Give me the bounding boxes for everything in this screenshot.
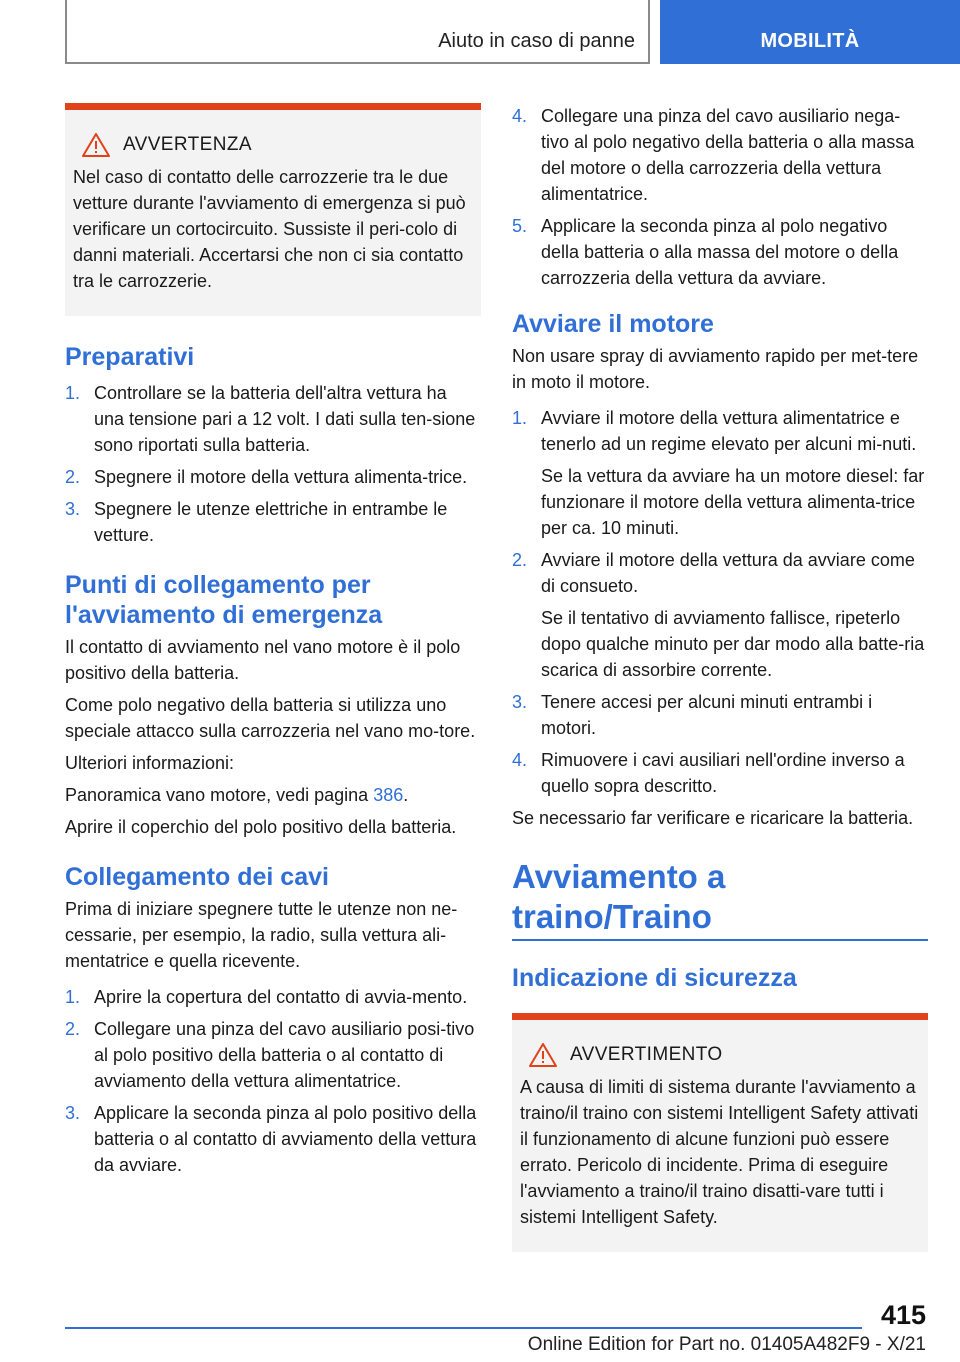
warning-title: AVVERTENZA (123, 134, 252, 155)
step-number: 3. (512, 692, 528, 712)
step-number: 1. (65, 987, 81, 1007)
step-text: Avviare il motore della vettura da avviare come di consueto. (541, 550, 915, 596)
warning-box (512, 1013, 928, 1252)
header-chapter-tab[interactable]: MOBILITÀ (660, 0, 960, 64)
step-number: 3. (65, 1103, 81, 1123)
step-text: Spegnere le utenze elettriche in entrambe le vetture. (94, 499, 448, 545)
list-item (65, 380, 481, 458)
collegamento-steps-continued (512, 103, 928, 291)
list-item (512, 747, 928, 799)
left-column (65, 103, 481, 1184)
paragraph-with-link (65, 782, 481, 808)
header-section-title: Aiuto in caso di panne (438, 30, 635, 52)
section-heading-preparativi: Preparativi (65, 343, 195, 371)
footer-edition: Online Edition for Part no. 01405A482F9 - X/21 (527, 1334, 926, 1355)
warning-box (65, 103, 481, 316)
page-reference-link[interactable]: 386 (373, 785, 404, 805)
link-prefix: Panoramica vano motore, vedi pagina (65, 785, 374, 805)
step-number: 5. (512, 216, 528, 236)
step-text: Applicare la seconda pinza al polo positivo della batteria o al contatto di avviamento della vettura da avviare. (94, 1103, 477, 1175)
step-text: Tenere accesi per alcuni minuti entrambi i motori. (541, 692, 873, 738)
step-subtext: Se il tentativo di avviamento fallisce, ripeterlo dopo qualche minuto per dar modo alla batte-ria scarica di assorbire corrente. (541, 608, 925, 680)
list-item (512, 213, 928, 291)
step-text: Rimuovere i cavi ausiliari nell'ordine inverso a quello sopra descritto. (541, 750, 905, 796)
warning-triangle-icon (81, 132, 111, 158)
step-text: Aprire la copertura del contatto di avvia-mento. (94, 987, 468, 1007)
step-text: Applicare la seconda pinza al polo negativo della batteria o alla massa del motore o della carrozzeria della vettura da avviare. (541, 216, 899, 288)
section-heading-punti: Punti di collegamento per l'avviamento di emergenza (65, 571, 383, 629)
preparativi-steps (65, 380, 481, 548)
paragraph: Il contatto di avviamento nel vano motore è il polo positivo della batteria. (65, 637, 461, 683)
list-item (512, 103, 928, 207)
step-number: 3. (65, 499, 81, 519)
warning-title: AVVERTIMENTO (570, 1044, 723, 1065)
page-number: 415 (880, 1300, 926, 1330)
step-text: Controllare se la batteria dell'altra vettura ha una tensione pari a 12 volt. I dati sulla ten-sione sono riportati sulla batteria. (94, 383, 476, 455)
step-number: 2. (512, 550, 528, 570)
warning-text: Nel caso di contatto delle carrozzerie tra le due vetture durante l'avviamento di emergenza si può verificare un cortocircuito. Sussiste il peri-colo di danni materiali. Accertarsi che non ci sia contatto tra le carrozzerie. (73, 167, 466, 291)
step-subtext: Se la vettura da avviare ha un motore diesel: far funzionare il motore della vettura alimenta-trice per ca. 10 minuti. (541, 466, 925, 538)
section-heading-sicurezza: Indicazione di sicurezza (512, 964, 797, 992)
warning-header (528, 1042, 920, 1068)
avviare-steps (512, 405, 928, 799)
list-item (65, 984, 481, 1010)
paragraph: Se necessario far verificare e ricaricare la batteria. (512, 808, 914, 828)
step-number: 1. (65, 383, 81, 403)
section-heading-collegamento: Collegamento dei cavi (65, 863, 329, 891)
paragraph: Come polo negativo della batteria si utilizza uno speciale attacco sulla carrozzeria nel vano mo-tore. (65, 695, 476, 741)
chapter-heading-traino: Avviamento a traino/Traino (512, 858, 726, 935)
list-item (512, 689, 928, 741)
warning-text: A causa di limiti di sistema durante l'avviamento a traino/il traino con sistemi Intelligent Safety attivati il funzionamento di alcune funzioni può essere errato. Pericolo di incidente. Prima di eseguire l'avviamento a traino/il traino disatti-vare tutti i sistemi Intelligent Safety. (520, 1077, 919, 1227)
paragraph: Aprire il coperchio del polo positivo della batteria. (65, 817, 457, 837)
list-item (65, 1016, 481, 1094)
step-number: 4. (512, 750, 528, 770)
heading-underline (512, 939, 928, 941)
paragraph: Ulteriori informazioni: (65, 753, 235, 773)
paragraph: Prima di iniziare spegnere tutte le utenze non ne-cessarie, per esempio, la radio, sulla vettura ali-mentatrice e quella ricevente. (65, 899, 458, 971)
step-number: 2. (65, 1019, 81, 1039)
step-number: 2. (65, 467, 81, 487)
paragraph: Non usare spray di avviamento rapido per met-tere in moto il motore. (512, 346, 919, 392)
step-text: Spegnere il motore della vettura alimenta-trice. (94, 467, 468, 487)
step-number: 1. (512, 408, 528, 428)
section-heading-avviare: Avviare il motore (512, 310, 714, 338)
list-item (65, 496, 481, 548)
collegamento-steps (65, 984, 481, 1178)
list-item (65, 464, 481, 490)
step-text: Collegare una pinza del cavo ausiliario nega-tivo al polo negativo della batteria o alla massa del motore o della carrozzeria della vettura alimentatrice. (541, 106, 915, 204)
list-item (65, 1100, 481, 1178)
list-item (512, 547, 928, 683)
step-number: 4. (512, 106, 528, 126)
footer-rule (65, 1327, 862, 1329)
right-column (512, 103, 928, 1252)
step-text: Collegare una pinza del cavo ausiliario posi-tivo al polo positivo della batteria o al contatto di avviamento della vettura alimentatrice. (94, 1019, 475, 1091)
warning-header (81, 132, 473, 158)
step-text: Avviare il motore della vettura alimentatrice e tenerlo ad un regime elevato per alcuni mi-nuti. (541, 408, 917, 454)
warning-triangle-icon (528, 1042, 558, 1068)
link-suffix: . (403, 785, 409, 805)
list-item (512, 405, 928, 541)
